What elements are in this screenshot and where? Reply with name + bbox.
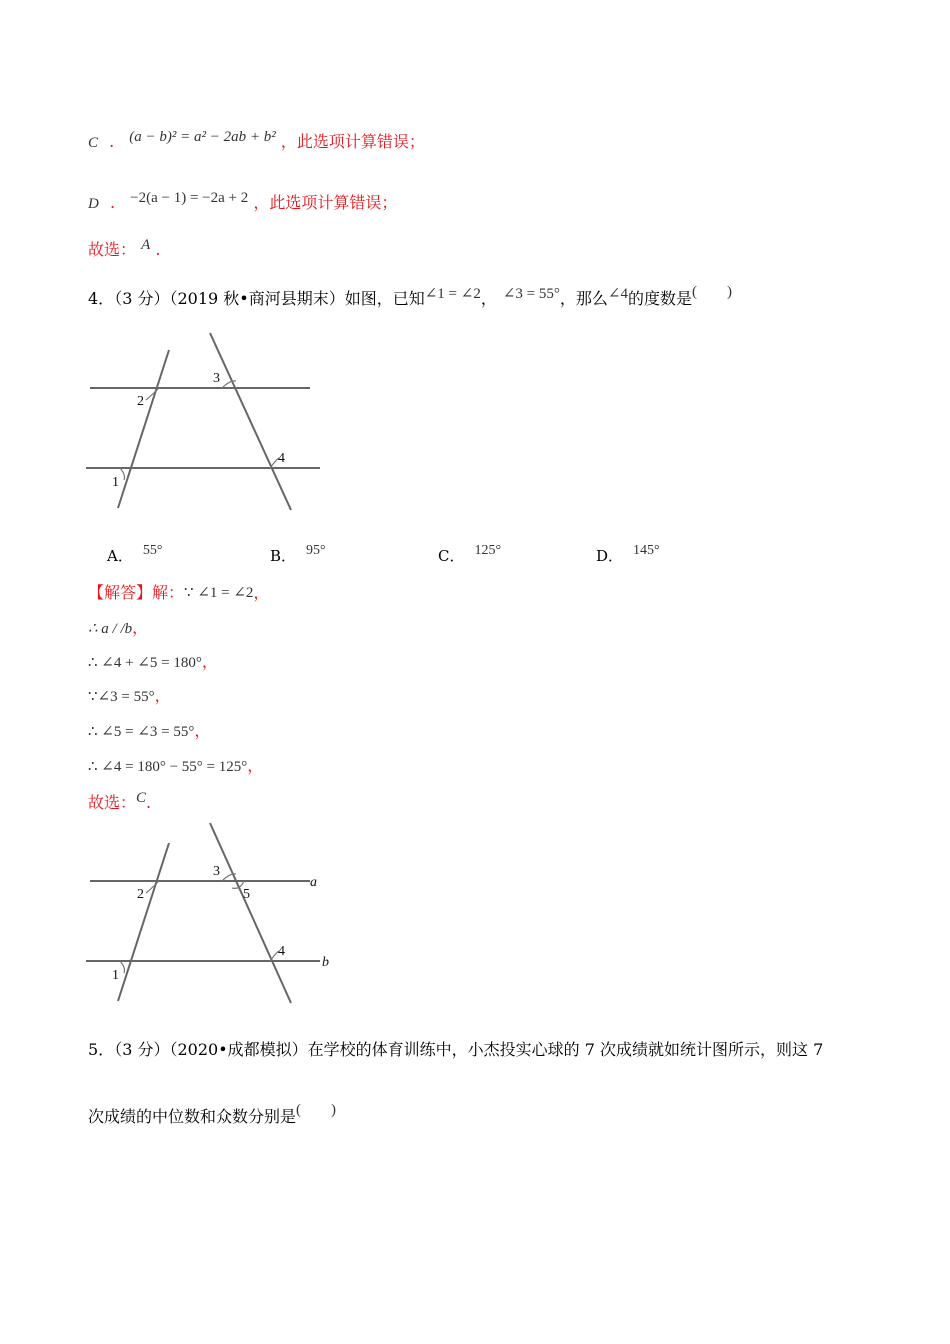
answer-value: C [136,790,147,806]
step-end: ， [247,756,264,775]
transversal-left [118,843,169,1001]
option-value: 145° [633,543,660,558]
answer-end: . [146,793,152,812]
option-letter: D [88,196,99,212]
solution-step: ∴ ∠4 = 180° − 55° = 125° [88,759,248,775]
solution-step: ∴ a / /b [88,621,133,637]
stem-text: ，那么 [559,289,608,308]
step-end: ， [194,721,211,740]
solution-step-3 [88,652,218,673]
solution-header [88,583,269,604]
answer-end: . [155,240,161,259]
angle-arc-1 [120,961,125,973]
formula: (a − b)² = a² − 2ab + b² [129,129,276,145]
solution-tag: 【解答】 [88,583,153,602]
question-5-line-2 [88,1102,337,1128]
angle-label-4: 4 [278,944,285,959]
solution-step: ∵∠3 = 55° [88,689,155,705]
solution-step: ∴ ∠4 + ∠5 = 180° [88,655,202,671]
stem-comma: ， [480,289,497,308]
stem-text: 次成绩的中位数和众数分别是 [88,1107,297,1126]
solution-option-c [88,129,425,153]
question-source: （2020•成都模拟） [169,1040,308,1059]
question-4-figure [80,325,340,520]
angle-label-4: 4 [278,451,285,466]
line-label-a: a [310,875,317,890]
question-score: （3 分） [114,1040,170,1059]
solution-answer [88,790,152,814]
solution-option-d [88,190,398,214]
solution-step: ∵ ∠1 = ∠2 [184,585,254,601]
answer-value: A [141,237,151,253]
step-end: ， [154,686,171,705]
transversal-left [118,350,169,508]
prev-answer [88,237,161,261]
stem-text: 在学校的体育训练中，小杰投实心球的 7 次成绩就如统计图所示，则这 7 [307,1040,824,1059]
option-label: C． [438,547,465,565]
answer-label: 故选： [88,240,137,259]
solution-step-4 [88,686,171,707]
question-5-line-1 [88,1040,823,1060]
option-value: 125° [474,543,502,558]
option-label: D． [596,547,624,565]
answer-blank: ( ) [692,284,732,300]
option-b[interactable] [270,545,326,566]
solution-step: ∴ ∠5 = ∠3 = 55° [88,724,195,740]
angle-label-3: 3 [213,864,220,879]
question-source: （2019 秋•商河县期末） [169,289,345,308]
angle-label-1: 1 [112,475,119,490]
transversal-right [210,333,291,510]
option-value: 95° [306,543,326,558]
angle-label-1: 1 [112,968,119,983]
question-number: 4． [88,289,115,308]
solution-figure [80,818,340,1013]
formula: −2(a − 1) = −2a + 2 [130,190,249,206]
question-4-stem [88,284,732,310]
angle-label-2: 2 [137,887,144,902]
solution-step-5 [88,721,210,742]
answer-blank: ( ) [296,1102,337,1118]
stem-text: 如图，已知 [344,289,425,308]
solution-step-6 [88,756,263,777]
step-end: ， [201,652,218,671]
option-label: A． [107,547,133,565]
comment: ，此选项计算错误； [253,193,398,212]
option-sep: . [109,132,115,151]
solution-step-2 [88,618,148,639]
step-end: ， [132,618,149,637]
step-end: ， [253,583,270,602]
target-angle: ∠4 [607,286,628,302]
transversal-right [210,823,291,1003]
condition-1: ∠1 = ∠2 [424,286,481,302]
solution-intro: 解： [152,583,185,602]
option-label: B． [270,547,297,565]
option-sep: . [109,193,116,212]
option-c[interactable] [438,545,501,566]
answer-label: 故选： [88,793,137,812]
option-value: 55° [142,543,163,558]
question-number: 5． [88,1040,115,1059]
angle-label-2: 2 [137,394,144,409]
angle-label-3: 3 [213,371,220,386]
angle-arc-1 [120,468,125,480]
option-a[interactable] [107,545,162,566]
question-score: （3 分） [114,289,170,308]
option-d[interactable] [596,545,660,566]
comment: ，此选项计算错误； [280,132,425,151]
stem-text: 的度数是 [627,289,692,308]
angle-label-5: 5 [243,887,250,902]
condition-2: ∠3 = 55° [502,286,560,302]
option-letter: C [88,135,99,151]
line-label-b: b [322,955,329,970]
